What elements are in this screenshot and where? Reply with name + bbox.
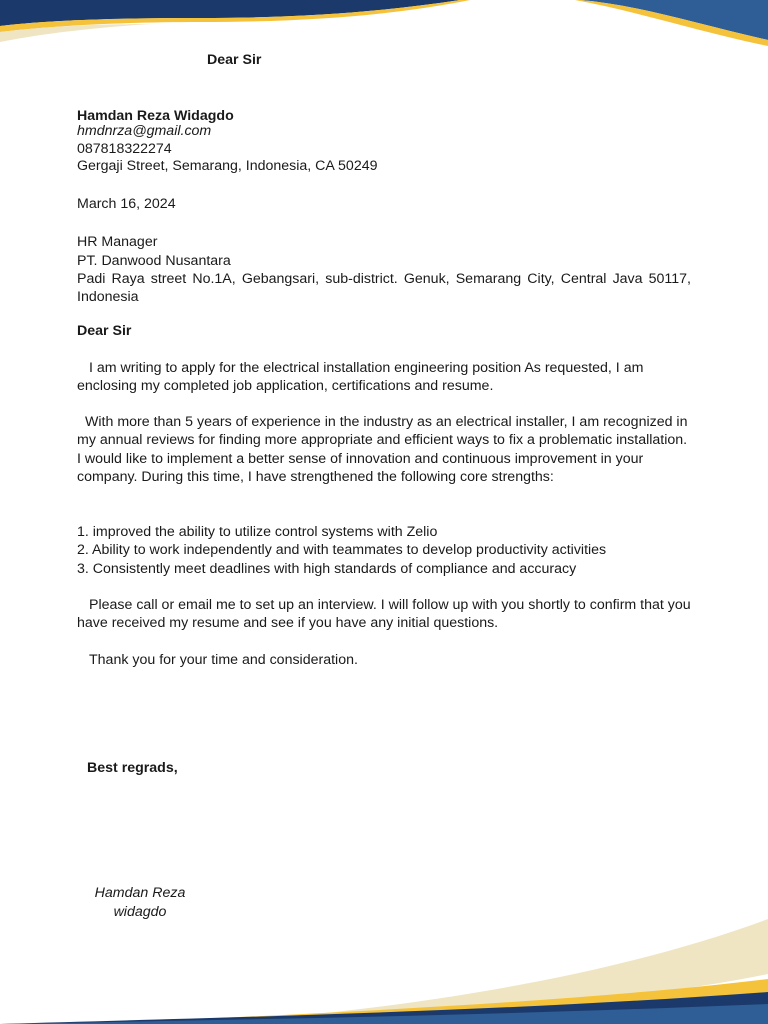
letter-date: March 16, 2024 — [77, 196, 176, 212]
closing: Best regrads, — [87, 760, 178, 776]
strength-item-1: 1. improved the ability to utilize control systems with Zelio — [77, 524, 438, 540]
body-paragraph-3: Please call or email me to set up an interview. I will follow up with you shortly to confirm that you have received my resume and see if you have any initial questions. — [77, 597, 691, 632]
recipient-title: HR Manager — [77, 234, 158, 250]
header-wave-decoration — [0, 0, 768, 60]
strength-item-3: 3. Consistently meet deadlines with high standards of compliance and accuracy — [77, 561, 577, 577]
footer-wave-decoration — [0, 914, 768, 1024]
salutation: Dear Sir — [77, 323, 132, 339]
signature-line-1: Hamdan Reza — [94, 885, 186, 901]
sender-phone: 087818322274 — [77, 141, 172, 157]
signature-line-2: widagdo — [113, 904, 167, 920]
body-paragraph-2: With more than 5 years of experience in the industry as an electrical installer, I am recognized in my annual reviews for finding more appropriate and efficient ways to fix a problematic installation. I would like to implement a better sense of innovation and continuous improvement in your company. During this time, I have strengthened the following core strengths: — [77, 414, 688, 485]
sender-email[interactable]: hmdnrza@gmail.com — [77, 123, 212, 139]
sender-name: Hamdan Reza Widagdo — [77, 108, 234, 124]
top-greeting: Dear Sir — [207, 52, 262, 68]
recipient-company: PT. Danwood Nusantara — [77, 253, 231, 269]
recipient-address: Padi Raya street No.1A, Gebangsari, sub-district. Genuk, Semarang City, Central Java 50117, Indonesia — [77, 271, 691, 306]
strength-item-2: 2. Ability to work independently and with teammates to develop productivity activities — [77, 542, 607, 558]
body-paragraph-1: I am writing to apply for the electrical installation engineering position As requested, I am enclosing my completed job application, certifications and resume. — [77, 360, 644, 395]
sender-address: Gergaji Street, Semarang, Indonesia, CA 50249 — [77, 158, 378, 174]
body-paragraph-4: Thank you for your time and consideration. — [89, 652, 358, 668]
